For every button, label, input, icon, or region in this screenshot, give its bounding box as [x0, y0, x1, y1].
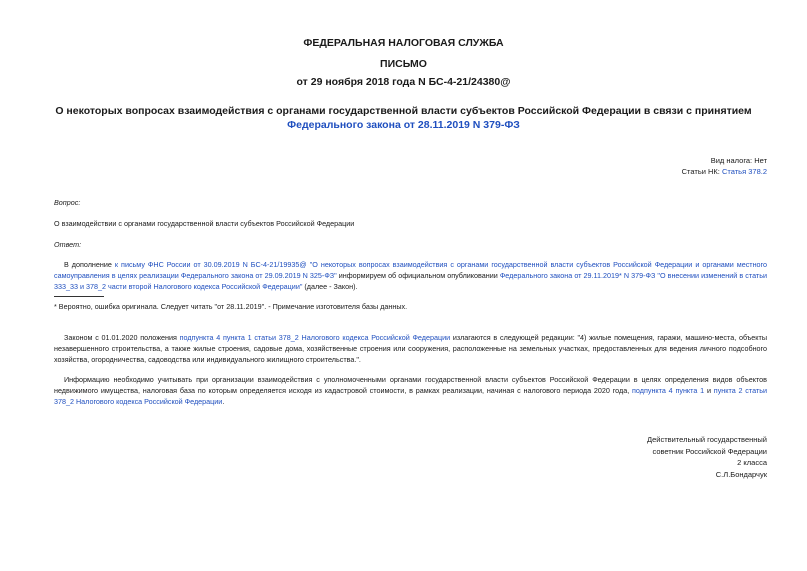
paragraph-2-link[interactable]: пункта 2 статьи 378_2 Налогового кодекса Российской Федерации — [54, 386, 767, 406]
question-label: Вопрос: — [54, 198, 81, 207]
p1-text-b: информируем об официальном опубликовании — [336, 271, 500, 280]
p3-text-a: Информацию необходимо учитывать при организации взаимодействия с уполномоченными органами государственной власти субъектов Российской Федерации в целях определения видов объектов недвижимого имущества, налоговая база по которым определяется исходя из кадастровой стоимости, в рамках реализации, начиная с налогового периода 2020 года, — [54, 375, 767, 395]
answer-paragraph-2 — [54, 332, 767, 365]
doc-date-number: от 29 ноября 2018 года N БС-4-21/24380@ — [296, 76, 511, 88]
subject-law-link[interactable]: Федерального закона от 28.11.2019 N 379-ФЗ — [287, 119, 520, 131]
agency-title: ФЕДЕРАЛЬНАЯ НАЛОГОВАЯ СЛУЖБА — [303, 37, 504, 49]
p3-text-c: . — [222, 397, 225, 406]
signature-block — [647, 434, 767, 480]
p2-text-b: излагаются в следующей редакции: "4) жилые помещения, гаражи, машино-места, объекты незавершенного строительства, а также жилые строения, садовые дома, хозяйственные строения или сооружения, расположенные на земельных участках, предоставленных для ведения личного подсобного хозяйства, огородничества, садоводства или индивидуального жилищного строительства.". — [54, 333, 767, 364]
doc-type: ПИСЬМО — [380, 58, 427, 70]
signature-line-1: Действительный государственный — [647, 435, 767, 444]
letter-link[interactable]: к письму ФНС России от 30.09.2019 N БС-4-21/19935@ "О некоторых вопросах взаимодействия с органами государственной власти субъектов Российской Федерации и органами местного самоуправления в целях реализации Федерального закона от 29.09.2019 N 325-ФЗ" — [54, 260, 768, 280]
answer-paragraph-3 — [54, 374, 767, 407]
doc-subject — [40, 104, 767, 132]
federal-law-link[interactable]: Федерального закона от 29.11.2019* N 379-ФЗ "О внесении изменений в статьи 333_33 и 378_2 части второй Налогового кодекса Российской Федерации" — [54, 271, 767, 291]
tax-type: Вид налога: Нет — [710, 156, 767, 165]
nk-article-link[interactable]: Статья 378.2 — [721, 167, 767, 176]
p2-text-a: Законом с 01.01.2020 положения — [64, 333, 180, 342]
subparagraph-4-link[interactable]: подпункта 4 пункта 1 — [632, 386, 705, 395]
signature-line-3: 2 класса — [737, 458, 767, 467]
footnote-divider — [54, 296, 104, 297]
nk-label: Статьи НК: — [681, 167, 722, 176]
footnote: * Вероятно, ошибка оригинала. Следует читать "от 28.11.2019". - Примечание изготовителя базы данных. — [54, 302, 408, 311]
p1-text-c: (далее - Закон). — [302, 282, 358, 291]
nk-subparagraph-link[interactable]: подпункта 4 пункта 1 статьи 378_2 Налогового кодекса Российской Федерации — [179, 333, 451, 342]
signature-name: С.Л.Бондарчук — [715, 469, 767, 479]
p3-text-b: и — [704, 386, 714, 395]
p1-text-a: В дополнение — [64, 260, 115, 269]
answer-paragraph-1 — [54, 259, 767, 292]
subject-text: О некоторых вопросах взаимодействия с органами государственной власти субъектов Российской Федерации в связи с принятием — [55, 105, 752, 117]
nk-articles — [682, 167, 767, 176]
question-text: О взаимодействии с органами государственной власти субъектов Российской Федерации — [54, 219, 355, 228]
signature-line-2: советник Российской Федерации — [652, 446, 767, 456]
answer-label: Ответ: — [54, 240, 82, 249]
